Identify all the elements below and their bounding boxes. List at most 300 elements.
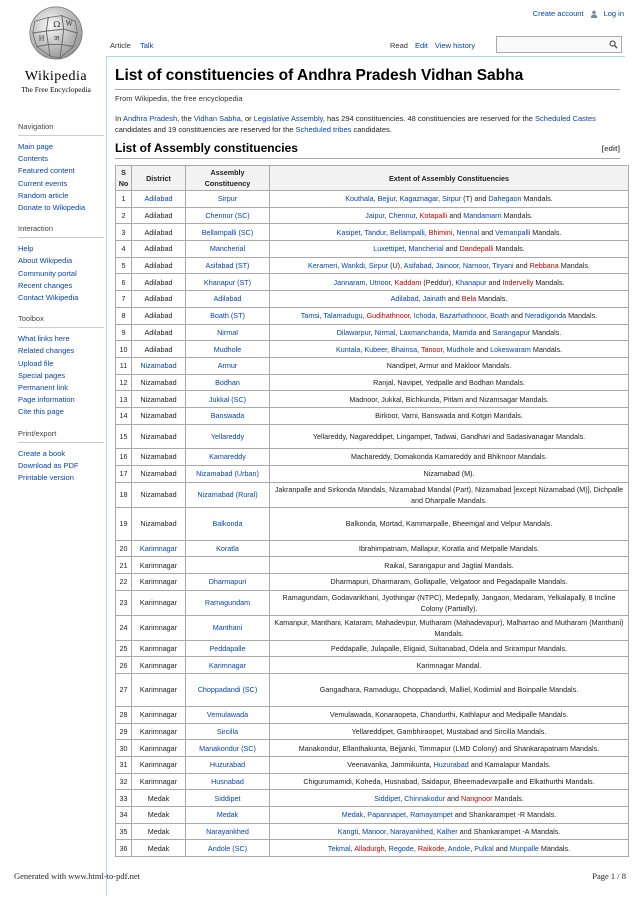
inline-link[interactable]: Scheduled Castes <box>535 114 596 123</box>
sidebar-link[interactable]: Permanent link <box>18 383 69 393</box>
cell-constituency[interactable]: Andole (SC) <box>186 840 270 857</box>
sidebar-link[interactable]: Cite this page <box>18 407 64 417</box>
redlink[interactable]: Indervelly <box>502 277 534 287</box>
inline-link[interactable]: Bhainsa <box>391 344 418 354</box>
text-segment: Mandals. <box>538 843 571 853</box>
inline-link[interactable]: Medak <box>341 810 364 820</box>
cell-constituency[interactable]: Narayankhed <box>186 823 270 840</box>
sidebar-link[interactable]: Upload file <box>18 358 54 368</box>
redlink[interactable]: Rebbana <box>529 261 559 271</box>
text-segment: Birkoor, Varni, Banswada and Kotgiri Mandals. <box>375 411 523 421</box>
cell-constituency[interactable]: Asifabad (ST) <box>186 257 270 274</box>
text-segment: and <box>508 311 525 321</box>
tab-edit[interactable]: Edit <box>414 41 428 50</box>
sidebar-link[interactable]: Current events <box>18 178 68 188</box>
cell-sno: 14 <box>116 407 132 424</box>
cell-extent <box>270 840 629 857</box>
sidebar-link[interactable]: Special pages <box>18 370 66 380</box>
inline-link[interactable]: Tiryani <box>492 261 514 271</box>
cell-sno: 11 <box>116 357 132 374</box>
cell-extent <box>270 706 629 723</box>
inline-link[interactable]: Dahegaon <box>488 194 522 204</box>
cell-district: Karimnagar <box>132 673 186 706</box>
personal-tools <box>533 9 624 18</box>
cell-extent <box>270 465 629 482</box>
text-segment: and Shankarampet -R Mandals. <box>452 810 557 820</box>
text-segment: Mandals. <box>530 327 562 337</box>
inline-link[interactable]: Nennal <box>456 227 480 237</box>
sidebar-link[interactable]: Contact Wikipedia <box>18 293 79 303</box>
inline-link[interactable]: Mamda <box>452 327 477 337</box>
redlink[interactable]: Nangnoor <box>461 793 493 803</box>
cell-extent <box>270 673 629 706</box>
inline-link[interactable]: Bejjur <box>377 194 396 204</box>
cell-sno: 30 <box>116 740 132 757</box>
cell-constituency[interactable]: Sircilla <box>186 723 270 740</box>
inline-link[interactable]: Vemanpalli <box>495 227 531 237</box>
sidebar-link[interactable]: Page information <box>18 395 75 405</box>
sidebar-link[interactable]: Download as PDF <box>18 460 79 470</box>
table-row <box>116 449 629 466</box>
cell-sno: 13 <box>116 391 132 408</box>
sidebar <box>18 112 104 494</box>
inline-link[interactable]: Regode <box>388 843 414 853</box>
cell-district: Karimnagar <box>132 773 186 790</box>
text-segment: Nandipet, Armur and Makloor Mandals. <box>386 361 512 371</box>
cell-sno: 33 <box>116 790 132 807</box>
cell-sno: 34 <box>116 807 132 824</box>
portal-toolbox <box>18 314 104 418</box>
inline-link[interactable]: Ramayampet <box>410 810 453 820</box>
inline-link[interactable]: Andole <box>447 843 471 853</box>
text-segment: , <box>385 227 390 237</box>
inline-link[interactable]: Kuntala <box>335 344 361 354</box>
inline-link[interactable]: Neradigonda <box>524 311 567 321</box>
table-row <box>116 224 629 241</box>
text-segment: , <box>413 843 418 853</box>
cell-constituency[interactable]: Banswada <box>186 407 270 424</box>
inline-link[interactable]: Kagaznagar <box>399 194 438 204</box>
text-segment: , <box>431 261 436 271</box>
text-segment: Gangadhara, Ramadugu, Choppadandi, Malliel, Kodimial and Boinpalle Mandals. <box>319 685 579 695</box>
inline-link[interactable]: Lokeswaram <box>490 344 531 354</box>
sidebar-link[interactable]: About Wikipedia <box>18 256 73 266</box>
text-segment: Mandals. <box>530 344 563 354</box>
inline-link[interactable]: Tekmal <box>327 843 351 853</box>
inline-link[interactable]: Sirpur <box>442 194 462 204</box>
text-segment: Raikal, Sarangapur and Jagtial Mandals. <box>384 560 514 570</box>
text-segment: Mandals. <box>521 194 553 204</box>
text-segment: Manakondur, Ellanthakunta, Bejjanki, Timmapur (LMD Colony) and Shankarapatnam Mandals. <box>298 743 600 753</box>
cell-constituency[interactable]: Mancherial <box>186 241 270 258</box>
redlink[interactable]: Bhimini <box>428 227 453 237</box>
text-segment: , <box>452 227 457 237</box>
cell-sno: 3 <box>116 224 132 241</box>
cell-sno: 1 <box>116 191 132 208</box>
cell-extent <box>270 740 629 757</box>
text-segment: , <box>438 194 442 204</box>
inline-link[interactable]: Kalher <box>436 827 458 837</box>
text-segment: Vemulawada, Konaraopeta, Chandurthi, Kathlapur and Medipalle Mandals. <box>329 710 569 720</box>
text-segment: and <box>443 244 460 254</box>
cell-sno: 21 <box>116 557 132 574</box>
text-segment: Yellareddipet, Gambhiraopet, Mustabad and Sircilla Mandals. <box>351 726 547 736</box>
text-segment: and <box>493 843 510 853</box>
cell-constituency[interactable]: Huzurabad <box>186 757 270 774</box>
inline-link[interactable]: Mudhole <box>446 344 475 354</box>
cell-sno: 17 <box>116 465 132 482</box>
text-segment: Mandals. <box>533 277 565 287</box>
cell-constituency[interactable]: Kamareddy <box>186 449 270 466</box>
table-row <box>116 507 629 540</box>
sidebar-link[interactable]: Recent changes <box>18 280 73 290</box>
inline-link[interactable]: Asifabad <box>403 261 432 271</box>
cell-constituency[interactable]: Bodhan <box>186 374 270 391</box>
inline-link[interactable]: Tamsi <box>300 311 320 321</box>
cell-district: Nizamabad <box>132 482 186 507</box>
text-segment: , <box>350 843 355 853</box>
table-row <box>116 657 629 674</box>
cell-constituency[interactable]: Manakondur (SC) <box>186 740 270 757</box>
cell-district: Karimnagar <box>132 723 186 740</box>
cell-constituency[interactable]: Medak <box>186 807 270 824</box>
cell-sno: 4 <box>116 241 132 258</box>
sidebar-link[interactable]: Random article <box>18 190 69 200</box>
user-icon <box>590 10 598 18</box>
create-account-link[interactable]: Create account <box>532 9 584 18</box>
cell-extent <box>270 407 629 424</box>
cell-extent <box>270 224 629 241</box>
inline-link[interactable]: Sarangapur <box>492 327 531 337</box>
cell-constituency[interactable]: Peddapalle <box>186 640 270 657</box>
text-segment: Balkonda, Mortad, Kammarpalle, Bheemgal and Velpur Mandals. <box>345 519 553 528</box>
content-area <box>106 56 625 896</box>
sidebar-link[interactable]: Printable version <box>18 473 74 483</box>
redlink[interactable]: Tanoor <box>420 344 443 354</box>
table-row <box>116 590 629 615</box>
cell-constituency[interactable]: Bellampalli (SC) <box>186 224 270 241</box>
cell-constituency[interactable]: Dharmapuri <box>186 573 270 590</box>
cell-extent <box>270 357 629 374</box>
tab-read[interactable]: Read <box>390 41 408 50</box>
redlink[interactable]: Kotapalli <box>419 211 448 221</box>
table-row <box>116 673 629 706</box>
table-row <box>116 790 629 807</box>
cell-sno: 9 <box>116 324 132 341</box>
sidebar-link[interactable]: Main page <box>18 142 54 151</box>
table-row <box>116 706 629 723</box>
cell-constituency[interactable]: Balkonda <box>186 507 270 540</box>
tab-view-history[interactable]: View history <box>434 41 476 50</box>
redlink[interactable]: Kaddam <box>394 277 422 287</box>
cell-sno: 23 <box>116 590 132 615</box>
cell-constituency[interactable]: Choppadandi (SC) <box>186 673 270 706</box>
inline-link[interactable]: Bellampalli <box>389 227 425 237</box>
table-row <box>116 773 629 790</box>
cell-sno: 24 <box>116 615 132 640</box>
cell-constituency[interactable]: Khanapur (ST) <box>186 274 270 291</box>
cell-constituency[interactable]: Boath (ST) <box>186 307 270 324</box>
tab-talk[interactable]: Talk <box>140 41 154 50</box>
table-row <box>116 723 629 740</box>
cell-constituency[interactable]: Yellareddy <box>186 424 270 449</box>
svg-text:W: W <box>65 19 73 28</box>
text-segment: , <box>486 311 491 321</box>
cell-district: Karimnagar <box>132 557 186 574</box>
cell-constituency[interactable]: Siddipet <box>186 790 270 807</box>
inline-link[interactable]: Boath <box>490 311 509 321</box>
cell-district: Medak <box>132 823 186 840</box>
redlink[interactable]: Bela <box>461 294 477 304</box>
inline-link[interactable]: Mancherial <box>408 244 444 254</box>
text-segment: and <box>447 211 464 221</box>
cell-constituency[interactable]: Manthani <box>186 615 270 640</box>
inline-link[interactable]: Chinnakodur <box>404 793 445 803</box>
cell-constituency[interactable]: Armur <box>186 357 270 374</box>
redlink[interactable]: Dandepalli <box>459 244 494 254</box>
text-segment: In <box>115 114 123 123</box>
text-segment: , <box>360 344 365 354</box>
cell-district: Karimnagar <box>132 657 186 674</box>
inline-link[interactable]: Chennur <box>388 211 416 221</box>
text-segment: Yellareddy, Nagareddipet, Lingampet, Tadwai, Gandhari and Sadasivanagar Mandals. <box>312 431 586 441</box>
inline-link[interactable]: Huzurabad <box>433 760 469 770</box>
portal-interaction <box>18 224 104 304</box>
table-row <box>116 307 629 324</box>
cell-sno: 25 <box>116 640 132 657</box>
inline-link[interactable]: Siddipet <box>374 793 401 803</box>
text-segment: , <box>370 327 375 337</box>
inline-link[interactable]: Jainoor <box>435 261 459 271</box>
sidebar-link[interactable]: Featured content <box>18 166 75 176</box>
inline-link[interactable]: Kubeer <box>364 344 388 354</box>
cell-sno: 26 <box>116 657 132 674</box>
inline-link[interactable]: Wankdi <box>341 261 365 271</box>
sidebar-link[interactable]: Community portal <box>18 268 77 278</box>
text-segment: , <box>365 277 370 287</box>
portal-heading: Print/export <box>18 429 104 443</box>
cell-district: Karimnagar <box>132 573 186 590</box>
cell-extent <box>270 573 629 590</box>
text-segment: , <box>458 261 463 271</box>
sidebar-link[interactable]: Related changes <box>18 346 75 356</box>
text-segment: , <box>319 311 324 321</box>
text-segment: and Kamalapur Mandals. <box>468 760 551 770</box>
inline-link[interactable]: Kangti <box>337 827 359 837</box>
page-tabs <box>107 34 624 56</box>
cell-district[interactable]: Karimnagar <box>132 540 186 557</box>
table-row <box>116 757 629 774</box>
table-header-row <box>116 166 629 191</box>
table-row <box>116 207 629 224</box>
text-segment: , <box>406 810 411 820</box>
cell-district: Nizamabad <box>132 407 186 424</box>
inline-link[interactable]: Talamadugu <box>323 311 363 321</box>
cell-district: Nizamabad <box>132 391 186 408</box>
cell-district: Adilabad <box>132 341 186 358</box>
portal-heading: Interaction <box>18 224 104 238</box>
inline-link[interactable]: Munpalle <box>509 843 539 853</box>
inline-link[interactable]: Narnoor <box>462 261 489 271</box>
text-segment: and <box>474 344 491 354</box>
table-row <box>116 257 629 274</box>
cell-extent <box>270 482 629 507</box>
portal-heading: Navigation <box>18 122 104 136</box>
cell-extent <box>270 823 629 840</box>
inline-link[interactable]: Jaipur <box>365 211 385 221</box>
site-subtitle: From Wikipedia, the free encyclopedia <box>115 94 243 103</box>
footer-page-number: Page 1 / 8 <box>592 871 626 881</box>
cell-constituency[interactable]: Koratla <box>186 540 270 557</box>
inline-link[interactable]: Narayankhed <box>390 827 433 837</box>
text-segment: , <box>395 194 400 204</box>
cell-district: Adilabad <box>132 224 186 241</box>
inline-link[interactable]: Sirpur <box>368 261 389 271</box>
cell-district: Nizamabad <box>132 449 186 466</box>
inline-link[interactable]: Manoor <box>362 827 387 837</box>
tab-article[interactable]: Article <box>110 41 131 50</box>
cell-district: Adilabad <box>132 241 186 258</box>
table-row <box>116 573 629 590</box>
inline-link[interactable]: Utnoor <box>369 277 391 287</box>
cell-district: Medak <box>132 790 186 807</box>
sidebar-link[interactable]: Create a book <box>18 448 66 458</box>
sidebar-link[interactable]: Donate to Wikipedia <box>18 203 86 213</box>
text-segment: , <box>358 827 363 837</box>
inline-link[interactable]: Kasipet <box>336 227 361 237</box>
table-row <box>116 482 629 507</box>
text-segment: , <box>337 261 342 271</box>
text-segment: and <box>513 261 530 271</box>
table-row <box>116 357 629 374</box>
inline-link[interactable]: Andhra Pradesh <box>122 114 178 123</box>
text-segment: and <box>445 793 461 803</box>
inline-link[interactable]: Kouthala <box>345 194 374 204</box>
text-segment: , <box>418 294 423 304</box>
cell-extent <box>270 191 629 208</box>
text-segment: (U), <box>388 261 404 271</box>
cell-district[interactable]: Adilabad <box>132 191 186 208</box>
cell-constituency[interactable]: Nizamabad (Rural) <box>186 482 270 507</box>
inline-link[interactable]: Papannapet <box>367 810 407 820</box>
text-segment: , <box>442 344 447 354</box>
login-link[interactable]: Log in <box>603 9 624 18</box>
text-segment: , <box>435 311 440 321</box>
cell-extent <box>270 657 629 674</box>
cell-district[interactable]: Nizamabad <box>132 357 186 374</box>
portal-heading: Toolbox <box>18 314 104 328</box>
inline-link[interactable]: Ichoda <box>413 311 436 321</box>
text-segment: and <box>486 277 503 287</box>
inline-link[interactable]: Jannaram <box>333 277 366 287</box>
text-segment: Mandals. <box>530 227 562 237</box>
inline-link[interactable]: Khanapur <box>455 277 487 287</box>
wikipedia-logo[interactable] <box>10 4 102 94</box>
cell-constituency[interactable]: Karimnagar <box>186 657 270 674</box>
inline-link[interactable]: Mandamarri <box>463 211 502 221</box>
page-title: List of constituencies of Andhra Pradesh Vidhan Sabha <box>115 67 620 90</box>
table-row <box>116 823 629 840</box>
text-segment: , <box>360 227 365 237</box>
cell-constituency[interactable]: Vemulawada <box>186 706 270 723</box>
cell-district: Adilabad <box>132 257 186 274</box>
search-input[interactable] <box>496 36 622 53</box>
table-row <box>116 840 629 857</box>
inline-link[interactable]: Laxmanchanda <box>399 327 449 337</box>
cell-constituency[interactable]: Husnabad <box>186 773 270 790</box>
svg-text:Ω: Ω <box>53 20 61 31</box>
cell-extent <box>270 324 629 341</box>
text-segment: , has 294 constituencies. 48 constituencies are reserved for the <box>322 114 536 123</box>
cell-constituency[interactable] <box>186 557 270 574</box>
cell-constituency[interactable]: Jukkal (SC) <box>186 391 270 408</box>
pdf-footer <box>14 871 626 881</box>
portal-navigation <box>18 122 104 214</box>
constituency-table <box>115 165 629 857</box>
sidebar-link[interactable]: Help <box>18 244 34 254</box>
cell-sno: 31 <box>116 757 132 774</box>
inline-link[interactable]: Tandur <box>364 227 386 237</box>
text-segment: Madnoor, Jukkal, Bichkunda, Pitlam and Nizamsagar Mandals. <box>349 394 549 404</box>
cell-constituency[interactable]: Mudhole <box>186 341 270 358</box>
cell-sno: 12 <box>116 374 132 391</box>
header-district: District <box>132 166 186 191</box>
inline-link[interactable]: Nirmal <box>374 327 396 337</box>
inline-link[interactable]: Vidhan Sabha <box>193 114 241 123</box>
cell-district: Adilabad <box>132 291 186 308</box>
inline-link[interactable]: Legislative Assembly <box>253 114 323 123</box>
cell-constituency[interactable]: Sirpur <box>186 191 270 208</box>
cell-extent <box>270 723 629 740</box>
text-segment: and <box>479 227 496 237</box>
section-edit-link[interactable]: [edit] <box>601 144 620 153</box>
text-segment: , the <box>177 114 194 123</box>
table-row <box>116 807 629 824</box>
section-heading <box>115 141 620 159</box>
cell-constituency[interactable]: Chennur (SC) <box>186 207 270 224</box>
text-segment: , <box>424 227 429 237</box>
cell-constituency[interactable]: Nirmal <box>186 324 270 341</box>
cell-sno: 20 <box>116 540 132 557</box>
inline-link[interactable]: Bazarhathnoor <box>439 311 487 321</box>
cell-constituency[interactable]: Adilabad <box>186 291 270 308</box>
text-segment: Mandals. <box>492 793 524 803</box>
inline-link[interactable]: Kerameri <box>308 261 338 271</box>
inline-link[interactable]: Jainath <box>422 294 446 304</box>
inline-link[interactable]: Dilawarpur <box>336 327 371 337</box>
table-row <box>116 324 629 341</box>
inline-link[interactable]: Scheduled tribes <box>295 125 352 134</box>
text-segment: , <box>417 344 421 354</box>
cell-sno: 36 <box>116 840 132 857</box>
cell-constituency[interactable]: Ramagundam <box>186 590 270 615</box>
text-segment: , <box>373 194 378 204</box>
sidebar-link[interactable]: Contents <box>18 154 49 164</box>
sidebar-link[interactable]: What links here <box>18 334 70 344</box>
cell-district: Nizamabad <box>132 424 186 449</box>
inline-link[interactable]: Adilabad <box>390 294 419 304</box>
redlink[interactable]: Gudihathnoor <box>366 311 410 321</box>
cell-constituency[interactable]: Nizamabad (Urban) <box>186 465 270 482</box>
inline-link[interactable]: Pulkal <box>474 843 494 853</box>
search-icon[interactable] <box>609 40 618 49</box>
text-segment: , <box>384 843 389 853</box>
text-segment: , <box>387 344 392 354</box>
redlink[interactable]: Alladurgh <box>354 843 385 853</box>
cell-sno: 16 <box>116 449 132 466</box>
inline-link[interactable]: Luxettipet <box>373 244 405 254</box>
redlink[interactable]: Raikode <box>417 843 445 853</box>
